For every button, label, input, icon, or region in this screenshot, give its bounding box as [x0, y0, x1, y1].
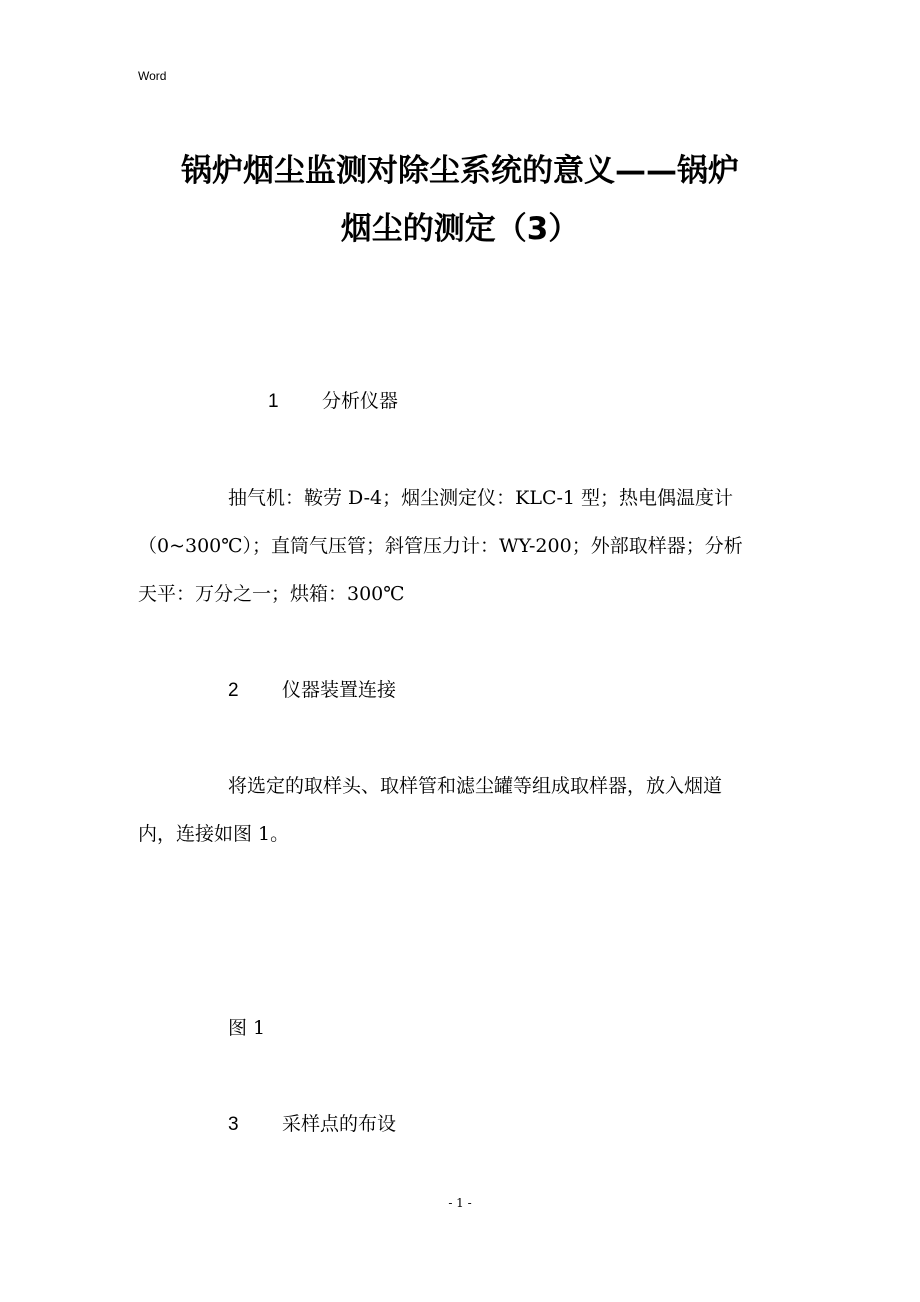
- header-label: Word: [138, 69, 167, 83]
- section-number: 1: [268, 391, 279, 412]
- paragraph-line: 将选定的取样头、取样管和滤尘罐等组成取样器，放入烟道: [228, 775, 723, 797]
- figure-caption: 图 1: [228, 1017, 266, 1039]
- document-title: [138, 142, 782, 258]
- connection-paragraph: [138, 762, 782, 858]
- section-heading-1: [268, 389, 398, 414]
- section-number: 3: [228, 1114, 239, 1135]
- paragraph-line: 天平：万分之一；烘箱：300℃: [138, 583, 405, 605]
- section-title: 分析仪器: [322, 390, 399, 412]
- paragraph-line: （0~300℃）；直筒气压管；斜管压力计：WY-200；外部取样器；分析: [138, 535, 743, 557]
- paragraph-line: 抽气机：鞍劳 D-4；烟尘测定仪：KLC-1 型；热电偶温度计: [228, 487, 734, 509]
- page-number: - 1 -: [448, 1196, 472, 1210]
- section-number: 2: [228, 680, 239, 701]
- title-line-1: 锅炉烟尘监测对除尘系统的意义——锅炉: [181, 153, 739, 189]
- section-title: 仪器装置连接: [282, 679, 397, 701]
- paragraph-line: 内，连接如图 1。: [138, 823, 290, 845]
- section-title: 采样点的布设: [282, 1113, 397, 1135]
- title-line-2: 烟尘的测定（3）: [340, 211, 580, 247]
- section-heading-2: [228, 678, 396, 703]
- section-heading-3: [228, 1112, 396, 1137]
- instruments-paragraph: [138, 474, 782, 618]
